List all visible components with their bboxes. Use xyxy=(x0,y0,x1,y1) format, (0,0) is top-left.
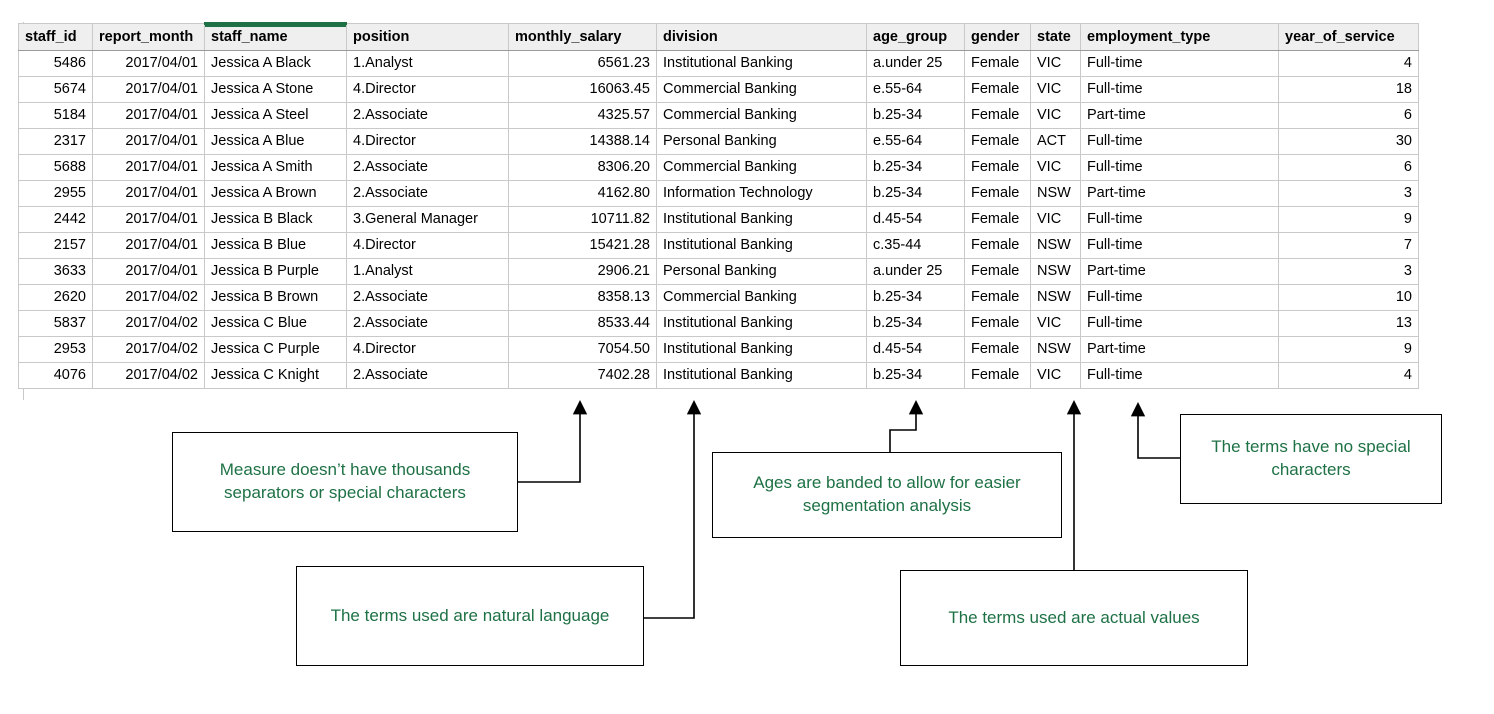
table-row xyxy=(19,181,1419,207)
table-cell[interactable]: Female xyxy=(965,155,1031,181)
table-cell[interactable]: Institutional Banking xyxy=(657,337,867,363)
table-cell[interactable]: 7 xyxy=(1279,233,1419,259)
table-cell[interactable]: 10 xyxy=(1279,285,1419,311)
table-cell[interactable]: Female xyxy=(965,129,1031,155)
table-cell[interactable]: 2017/04/01 xyxy=(93,129,205,155)
table-cell[interactable]: 2620 xyxy=(19,285,93,311)
table-cell[interactable]: 2017/04/01 xyxy=(93,259,205,285)
column-header-staff-name[interactable]: staff_name xyxy=(205,24,347,51)
table-cell[interactable]: 2442 xyxy=(19,207,93,233)
table-cell[interactable]: 4325.57 xyxy=(509,103,657,129)
table-cell[interactable]: 18 xyxy=(1279,77,1419,103)
table-cell[interactable]: Commercial Banking xyxy=(657,77,867,103)
table-cell[interactable]: b.25-34 xyxy=(867,181,965,207)
table-cell[interactable]: 2.Associate xyxy=(347,155,509,181)
table-cell[interactable]: Female xyxy=(965,285,1031,311)
table-cell[interactable]: 1.Analyst xyxy=(347,259,509,285)
table-cell[interactable]: a.under 25 xyxy=(867,51,965,77)
callout-age-group xyxy=(712,452,1062,538)
table-cell[interactable]: 9 xyxy=(1279,207,1419,233)
table-row xyxy=(19,285,1419,311)
table-cell[interactable]: Part-time xyxy=(1081,259,1279,285)
table-cell[interactable]: Jessica A Brown xyxy=(205,181,347,207)
callout-text: Ages are banded to allow for easier segmentation analysis xyxy=(753,473,1021,515)
table-cell[interactable]: Part-time xyxy=(1081,103,1279,129)
table-cell[interactable]: VIC xyxy=(1031,363,1081,389)
table-cell[interactable]: ACT xyxy=(1031,129,1081,155)
table-cell[interactable]: Jessica A Black xyxy=(205,51,347,77)
column-header-report-month[interactable]: report_month xyxy=(93,24,205,51)
table-cell[interactable]: Female xyxy=(965,233,1031,259)
table-cell[interactable]: a.under 25 xyxy=(867,259,965,285)
table-cell[interactable]: 3.General Manager xyxy=(347,207,509,233)
table-row xyxy=(19,207,1419,233)
table-cell[interactable]: NSW xyxy=(1031,181,1081,207)
column-header-position[interactable]: position xyxy=(347,24,509,51)
table-cell[interactable]: Personal Banking xyxy=(657,129,867,155)
table-cell[interactable]: 2953 xyxy=(19,337,93,363)
table-cell[interactable]: Jessica A Smith xyxy=(205,155,347,181)
table-cell[interactable]: 2017/04/01 xyxy=(93,155,205,181)
column-header-employment-type[interactable]: employment_type xyxy=(1081,24,1279,51)
table-cell[interactable]: 7402.28 xyxy=(509,363,657,389)
table-cell[interactable]: Part-time xyxy=(1081,181,1279,207)
table-cell[interactable]: b.25-34 xyxy=(867,311,965,337)
table-cell[interactable]: Full-time xyxy=(1081,51,1279,77)
table-cell[interactable]: 2017/04/01 xyxy=(93,181,205,207)
callout-text: Measure doesn’t have thousands separators or special characters xyxy=(219,460,471,502)
column-header-division[interactable]: division xyxy=(657,24,867,51)
table-cell[interactable]: Full-time xyxy=(1081,285,1279,311)
table-cell[interactable]: VIC xyxy=(1031,155,1081,181)
table-cell[interactable]: Jessica B Purple xyxy=(205,259,347,285)
table-cell[interactable]: 6561.23 xyxy=(509,51,657,77)
table-cell[interactable]: b.25-34 xyxy=(867,363,965,389)
table-row xyxy=(19,311,1419,337)
table-row xyxy=(19,155,1419,181)
callout-employment-type xyxy=(1180,414,1442,504)
table-cell[interactable]: 2017/04/01 xyxy=(93,233,205,259)
table-cell[interactable]: 4 xyxy=(1279,51,1419,77)
table-cell[interactable]: Commercial Banking xyxy=(657,285,867,311)
table-cell[interactable]: 30 xyxy=(1279,129,1419,155)
table-cell[interactable]: Full-time xyxy=(1081,77,1279,103)
table-cell[interactable]: 5837 xyxy=(19,311,93,337)
table-row xyxy=(19,337,1419,363)
table-cell[interactable]: 2955 xyxy=(19,181,93,207)
table-cell[interactable]: 2017/04/02 xyxy=(93,363,205,389)
table-cell[interactable]: 5674 xyxy=(19,77,93,103)
table-cell[interactable]: b.25-34 xyxy=(867,285,965,311)
table-header-row xyxy=(19,24,1419,51)
table-cell[interactable]: Commercial Banking xyxy=(657,155,867,181)
table-cell[interactable]: Jessica C Purple xyxy=(205,337,347,363)
table-cell[interactable]: Jessica A Stone xyxy=(205,77,347,103)
callout-text: The terms used are actual values xyxy=(948,607,1200,627)
table-cell[interactable]: 2017/04/02 xyxy=(93,311,205,337)
table-cell[interactable]: 7054.50 xyxy=(509,337,657,363)
table-cell[interactable]: b.25-34 xyxy=(867,155,965,181)
leader-line-division xyxy=(644,408,694,618)
table-cell[interactable]: 5688 xyxy=(19,155,93,181)
table-row xyxy=(19,363,1419,389)
callout-monthly-salary xyxy=(172,432,518,532)
table-cell[interactable]: 2017/04/01 xyxy=(93,51,205,77)
table-cell[interactable]: NSW xyxy=(1031,233,1081,259)
table-cell[interactable]: 10711.82 xyxy=(509,207,657,233)
callout-text: The terms used are natural language xyxy=(330,605,610,625)
table-cell[interactable]: 2.Associate xyxy=(347,311,509,337)
table-cell[interactable]: b.25-34 xyxy=(867,103,965,129)
table-cell[interactable]: Female xyxy=(965,51,1031,77)
table-cell[interactable]: Female xyxy=(965,311,1031,337)
table-cell[interactable]: Institutional Banking xyxy=(657,363,867,389)
table-cell[interactable]: 2017/04/01 xyxy=(93,103,205,129)
table-cell[interactable]: Information Technology xyxy=(657,181,867,207)
table-cell[interactable]: Full-time xyxy=(1081,207,1279,233)
table-row xyxy=(19,77,1419,103)
table-cell[interactable]: 2906.21 xyxy=(509,259,657,285)
table-row xyxy=(19,259,1419,285)
table-cell[interactable]: Institutional Banking xyxy=(657,51,867,77)
table-cell[interactable]: 5184 xyxy=(19,103,93,129)
table-cell[interactable]: 2.Associate xyxy=(347,285,509,311)
column-header-state[interactable]: state xyxy=(1031,24,1081,51)
table-cell[interactable]: VIC xyxy=(1031,51,1081,77)
table-cell[interactable]: Institutional Banking xyxy=(657,207,867,233)
table-cell[interactable]: VIC xyxy=(1031,77,1081,103)
table-cell[interactable]: NSW xyxy=(1031,285,1081,311)
spreadsheet-grid[interactable] xyxy=(18,22,1418,389)
table-cell[interactable]: 2017/04/01 xyxy=(93,207,205,233)
table-cell[interactable]: 3 xyxy=(1279,259,1419,285)
table-cell[interactable]: VIC xyxy=(1031,311,1081,337)
table-cell[interactable]: 8306.20 xyxy=(509,155,657,181)
table-cell[interactable]: 2017/04/02 xyxy=(93,337,205,363)
leader-line-monthly-salary xyxy=(518,408,580,482)
table-cell[interactable]: Female xyxy=(965,207,1031,233)
table-cell[interactable]: 6 xyxy=(1279,103,1419,129)
table-cell[interactable]: 16063.45 xyxy=(509,77,657,103)
table-cell[interactable]: 15421.28 xyxy=(509,233,657,259)
callout-state xyxy=(900,570,1248,666)
table-cell[interactable]: Jessica A Steel xyxy=(205,103,347,129)
column-header-gender[interactable]: gender xyxy=(965,24,1031,51)
table-cell[interactable]: e.55-64 xyxy=(867,129,965,155)
table-cell[interactable]: 4162.80 xyxy=(509,181,657,207)
table-cell[interactable]: d.45-54 xyxy=(867,337,965,363)
table-cell[interactable]: Jessica B Black xyxy=(205,207,347,233)
table-cell[interactable]: Jessica C Blue xyxy=(205,311,347,337)
column-header-year-of-service[interactable]: year_of_service xyxy=(1279,24,1419,51)
table-cell[interactable]: e.55-64 xyxy=(867,77,965,103)
column-header-staff-id[interactable]: staff_id xyxy=(19,24,93,51)
table-cell[interactable]: 1.Analyst xyxy=(347,51,509,77)
table-cell[interactable]: Jessica A Blue xyxy=(205,129,347,155)
table-cell[interactable]: 9 xyxy=(1279,337,1419,363)
table-cell[interactable]: Female xyxy=(965,337,1031,363)
table-cell[interactable]: 3633 xyxy=(19,259,93,285)
table-cell[interactable]: Jessica C Knight xyxy=(205,363,347,389)
table-cell[interactable]: 4.Director xyxy=(347,77,509,103)
table-row xyxy=(19,233,1419,259)
leader-line-age-group xyxy=(890,408,916,452)
table-cell[interactable]: 4.Director xyxy=(347,233,509,259)
table-row xyxy=(19,129,1419,155)
table-cell[interactable]: Jessica B Blue xyxy=(205,233,347,259)
table-cell[interactable]: 14388.14 xyxy=(509,129,657,155)
table-cell[interactable]: Female xyxy=(965,259,1031,285)
table-cell[interactable]: 6 xyxy=(1279,155,1419,181)
table-cell[interactable]: Personal Banking xyxy=(657,259,867,285)
table-cell[interactable]: d.45-54 xyxy=(867,207,965,233)
table-cell[interactable]: 2317 xyxy=(19,129,93,155)
table-cell[interactable]: 4 xyxy=(1279,363,1419,389)
table-body xyxy=(19,51,1419,389)
table-cell[interactable]: Female xyxy=(965,363,1031,389)
leader-line-employment-type xyxy=(1138,410,1180,458)
table-cell[interactable]: 4.Director xyxy=(347,337,509,363)
table-cell[interactable]: 3 xyxy=(1279,181,1419,207)
table-cell[interactable]: 2.Associate xyxy=(347,363,509,389)
table-cell[interactable]: VIC xyxy=(1031,207,1081,233)
table-cell[interactable]: 2.Associate xyxy=(347,181,509,207)
table-cell[interactable]: Jessica B Brown xyxy=(205,285,347,311)
column-header-age-group[interactable]: age_group xyxy=(867,24,965,51)
table-cell[interactable]: Female xyxy=(965,103,1031,129)
data-table[interactable] xyxy=(18,22,1419,389)
table-cell[interactable]: 5486 xyxy=(19,51,93,77)
callout-text: The terms have no special characters xyxy=(1211,437,1411,479)
table-cell[interactable]: 2017/04/01 xyxy=(93,77,205,103)
table-cell[interactable]: Part-time xyxy=(1081,337,1279,363)
table-cell[interactable]: 8358.13 xyxy=(509,285,657,311)
table-cell[interactable]: NSW xyxy=(1031,259,1081,285)
table-cell[interactable]: 4.Director xyxy=(347,129,509,155)
table-cell[interactable]: Full-time xyxy=(1081,233,1279,259)
table-cell[interactable]: 13 xyxy=(1279,311,1419,337)
table-cell[interactable]: 2017/04/02 xyxy=(93,285,205,311)
table-cell[interactable]: Female xyxy=(965,77,1031,103)
table-cell[interactable]: VIC xyxy=(1031,103,1081,129)
table-cell[interactable]: c.35-44 xyxy=(867,233,965,259)
table-cell[interactable]: Commercial Banking xyxy=(657,103,867,129)
table-cell[interactable]: Full-time xyxy=(1081,129,1279,155)
column-header-monthly-salary[interactable]: monthly_salary xyxy=(509,24,657,51)
table-cell[interactable]: 4076 xyxy=(19,363,93,389)
table-cell[interactable]: Female xyxy=(965,181,1031,207)
table-cell[interactable]: NSW xyxy=(1031,337,1081,363)
table-row xyxy=(19,103,1419,129)
table-cell[interactable]: Full-time xyxy=(1081,155,1279,181)
table-cell[interactable]: Full-time xyxy=(1081,311,1279,337)
table-cell[interactable]: 2.Associate xyxy=(347,103,509,129)
table-cell[interactable]: 8533.44 xyxy=(509,311,657,337)
table-cell[interactable]: Full-time xyxy=(1081,363,1279,389)
table-cell[interactable]: Institutional Banking xyxy=(657,311,867,337)
callout-division xyxy=(296,566,644,666)
table-cell[interactable]: Institutional Banking xyxy=(657,233,867,259)
table-row xyxy=(19,51,1419,77)
table-cell[interactable]: 2157 xyxy=(19,233,93,259)
